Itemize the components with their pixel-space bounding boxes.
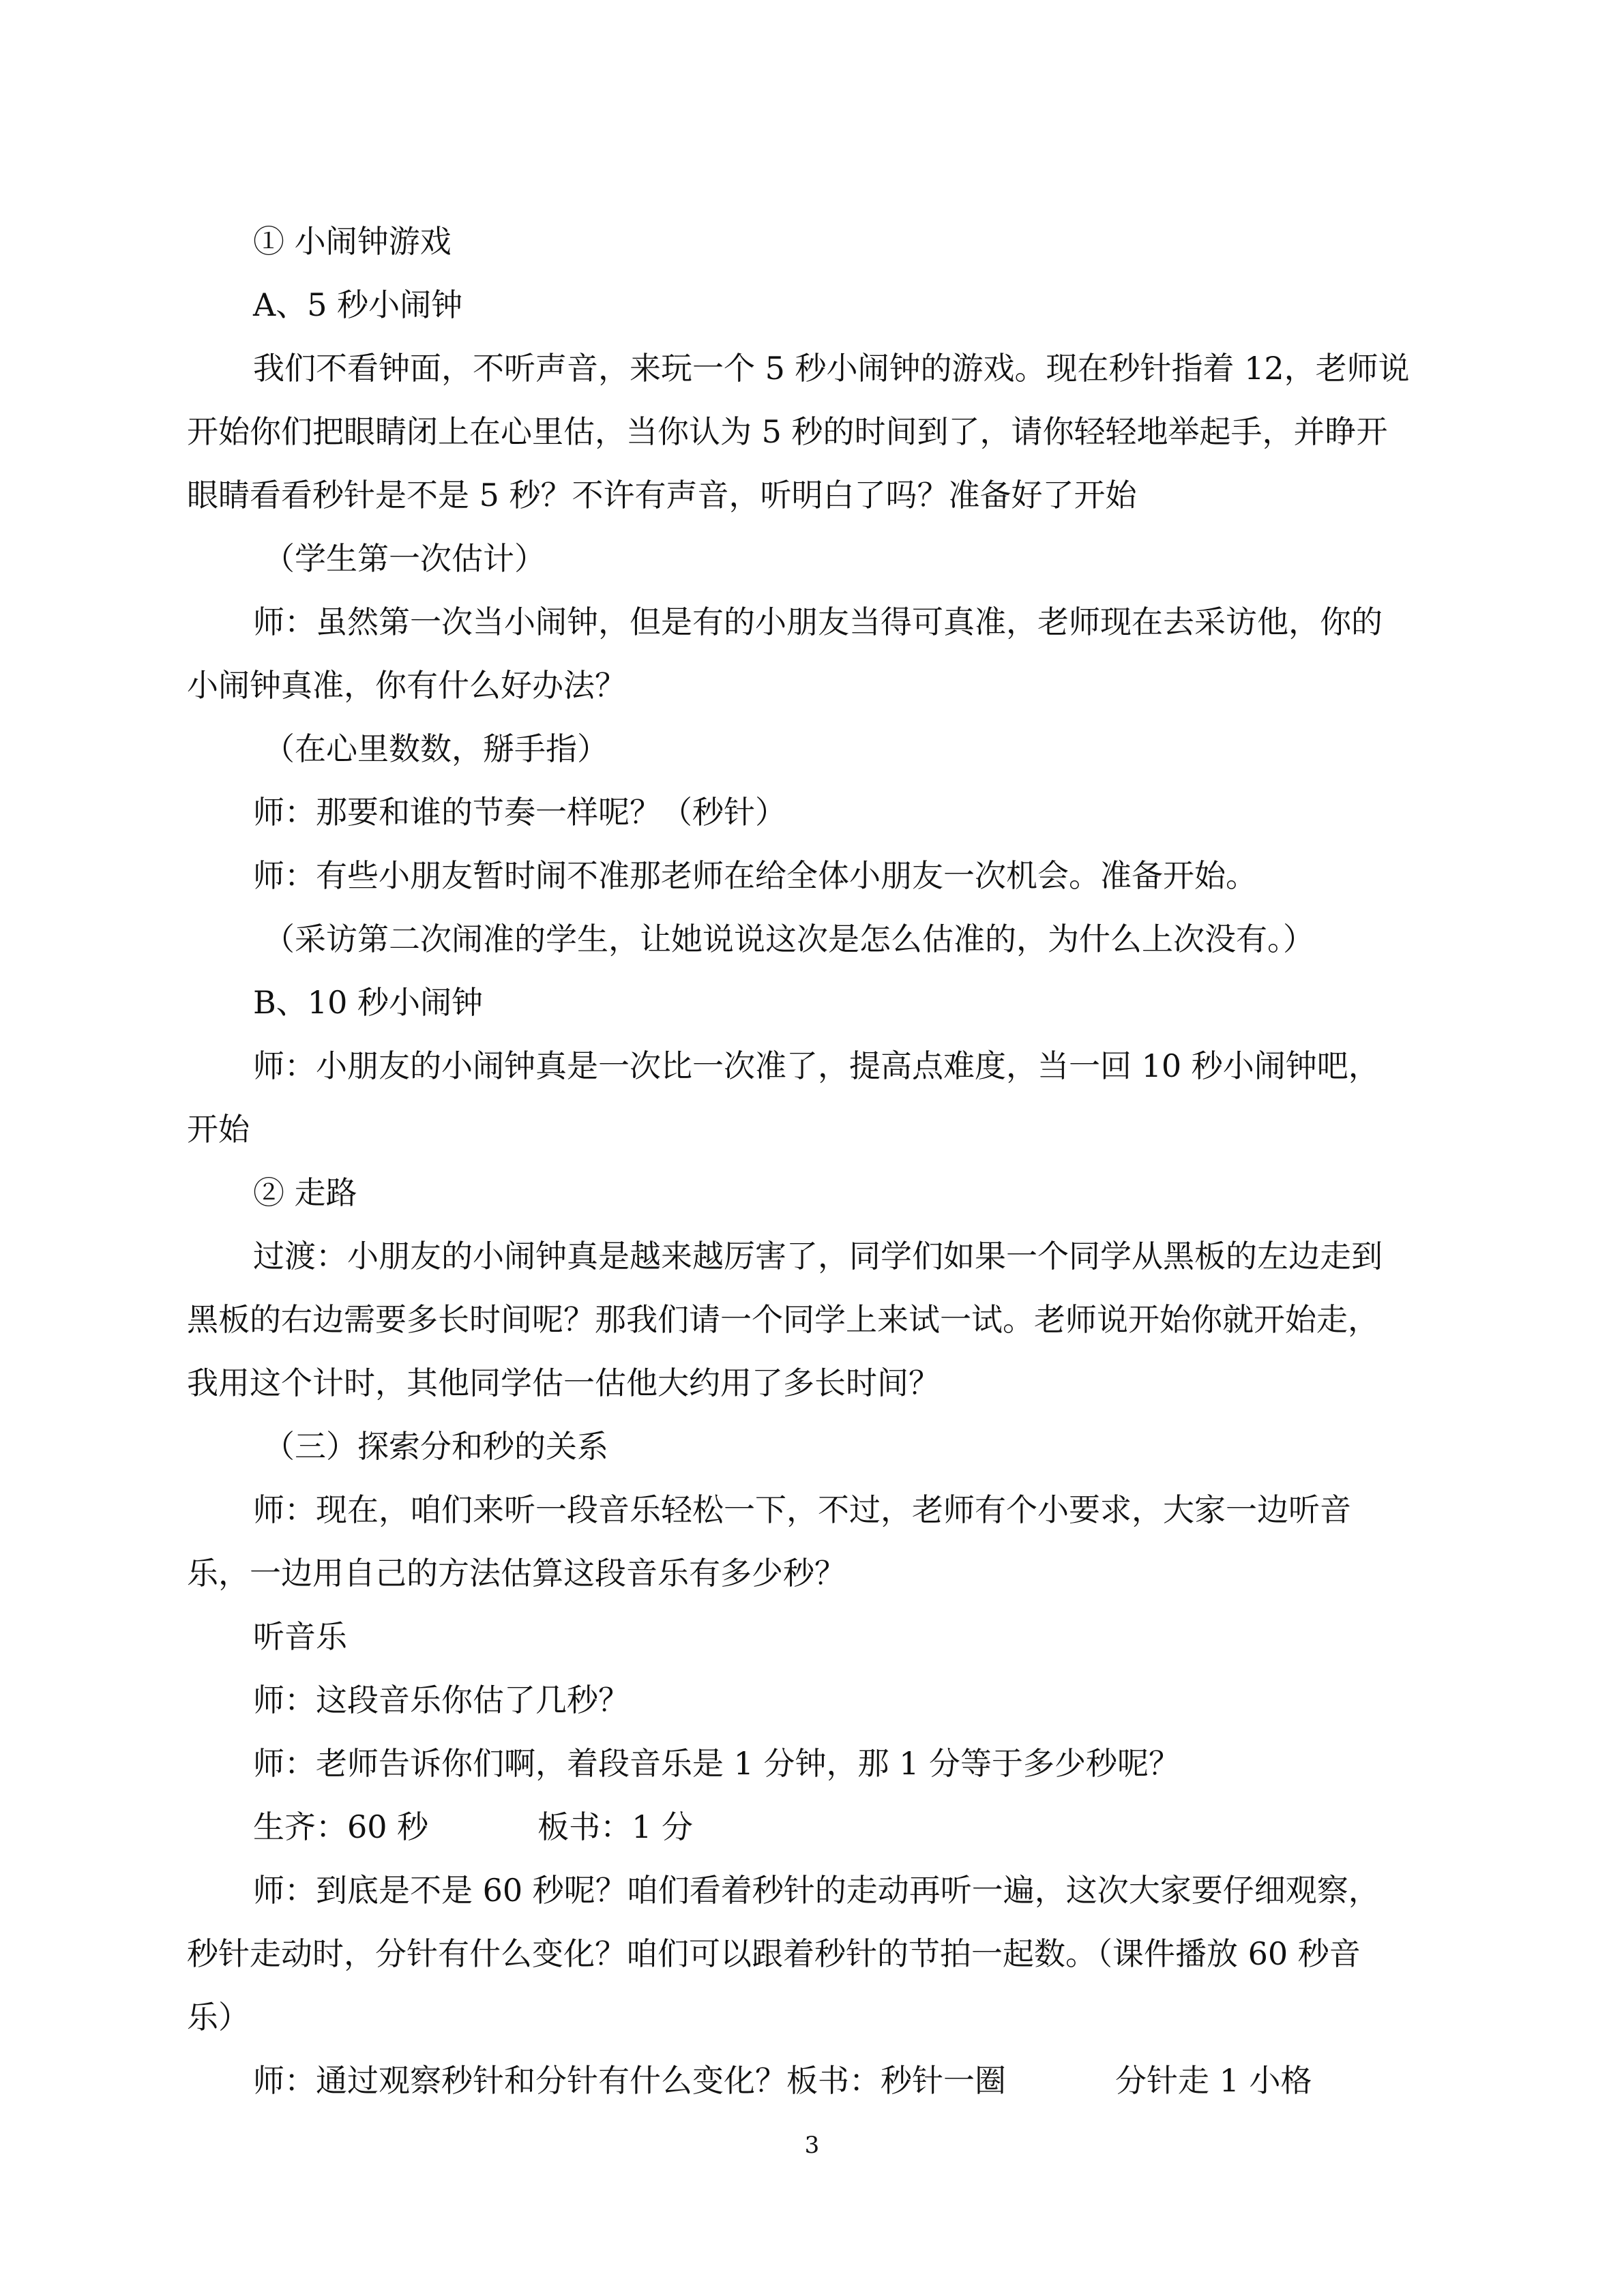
page-number: 3 xyxy=(804,2132,820,2159)
student-answer: 生齐：60 秒 xyxy=(253,1808,429,1845)
paragraph-line: 乐） xyxy=(187,1999,250,2036)
paragraph-line: 我用这个计时，其他同学估一估他大约用了多长时间？ xyxy=(187,1365,940,1401)
board-note-minute-hand: 分针走 1 小格 xyxy=(1115,2062,1312,2099)
stage-note: （学生第一次估计） xyxy=(263,540,546,577)
section-heading-alarm-game: ① 小闹钟游戏 xyxy=(253,223,452,260)
paragraph-line xyxy=(187,2049,1442,2113)
document-body xyxy=(187,210,1442,2113)
section-heading-walking: ② 走路 xyxy=(253,1174,357,1211)
paragraph-line: 听音乐 xyxy=(253,1618,347,1655)
stage-note: （在心里数数，掰手指） xyxy=(263,730,608,767)
paragraph-line: 小闹钟真准，你有什么好办法？ xyxy=(187,667,626,704)
subheading-10-second-alarm: B、10 秒小闹钟 xyxy=(253,984,483,1021)
paragraph-line xyxy=(187,1795,1442,1859)
paragraph-line: 师：小朋友的小闹钟真是一次比一次准了，提高点难度，当一回 10 秒小闹钟吧， xyxy=(253,1047,1380,1084)
observation-question: 师：通过观察秒针和分针有什么变化？板书：秒针一圈 xyxy=(253,2062,1006,2099)
paragraph-line: 开始 xyxy=(187,1111,250,1148)
paragraph-line: 师：那要和谁的节奏一样呢？（秒针） xyxy=(253,794,786,831)
paragraph-line: 师：现在，咱们来听一段音乐轻松一下，不过，老师有个小要求，大家一边听音 xyxy=(253,1491,1351,1528)
section-heading-minute-second: （三）探索分和秒的关系 xyxy=(263,1428,608,1465)
paragraph-line: 师：虽然第一次当小闹钟，但是有的小朋友当得可真准，老师现在去采访他，你的 xyxy=(253,603,1383,640)
paragraph-line: 师：老师告诉你们啊，着段音乐是 1 分钟，那 1 分等于多少秒呢？ xyxy=(253,1745,1181,1782)
paragraph-line: 我们不看钟面，不听声音，来玩一个 5 秒小闹钟的游戏。现在秒针指着 12，老师说 xyxy=(253,350,1410,387)
paragraph-line: 师：有些小朋友暂时闹不准那老师在给全体小朋友一次机会。准备开始。 xyxy=(253,857,1257,894)
paragraph-line: 过渡：小朋友的小闹钟真是越来越厉害了，同学们如果一个同学从黑板的左边走到 xyxy=(253,1238,1383,1274)
paragraph-line: 黑板的右边需要多长时间呢？那我们请一个同学上来试一试。老师说开始你就开始走， xyxy=(187,1301,1379,1338)
subheading-5-second-alarm: A、5 秒小闹钟 xyxy=(253,286,463,323)
paragraph-line: 眼睛看看秒针是不是 5 秒？不许有声音，听明白了吗？准备好了开始 xyxy=(187,477,1137,513)
paragraph-line: 师：到底是不是 60 秒呢？咱们看着秒针的走动再听一遍，这次大家要仔细观察， xyxy=(253,1872,1380,1909)
paragraph-line: 秒针走动时，分针有什么变化？咱们可以跟着秒针的节拍一起数。（课件播放 60 秒音 xyxy=(187,1935,1361,1972)
board-note: 板书：1 分 xyxy=(537,1808,694,1845)
stage-note: （采访第二次闹准的学生，让她说说这次是怎么估准的，为什么上次没有。） xyxy=(263,921,1314,957)
paragraph-line: 开始你们把眼睛闭上在心里估，当你认为 5 秒的时间到了，请你轻轻地举起手，并睁开 xyxy=(187,413,1388,450)
paragraph-line: 师：这段音乐你估了几秒？ xyxy=(253,1682,630,1718)
paragraph-line: 乐，一边用自己的方法估算这段音乐有多少秒？ xyxy=(187,1555,846,1592)
